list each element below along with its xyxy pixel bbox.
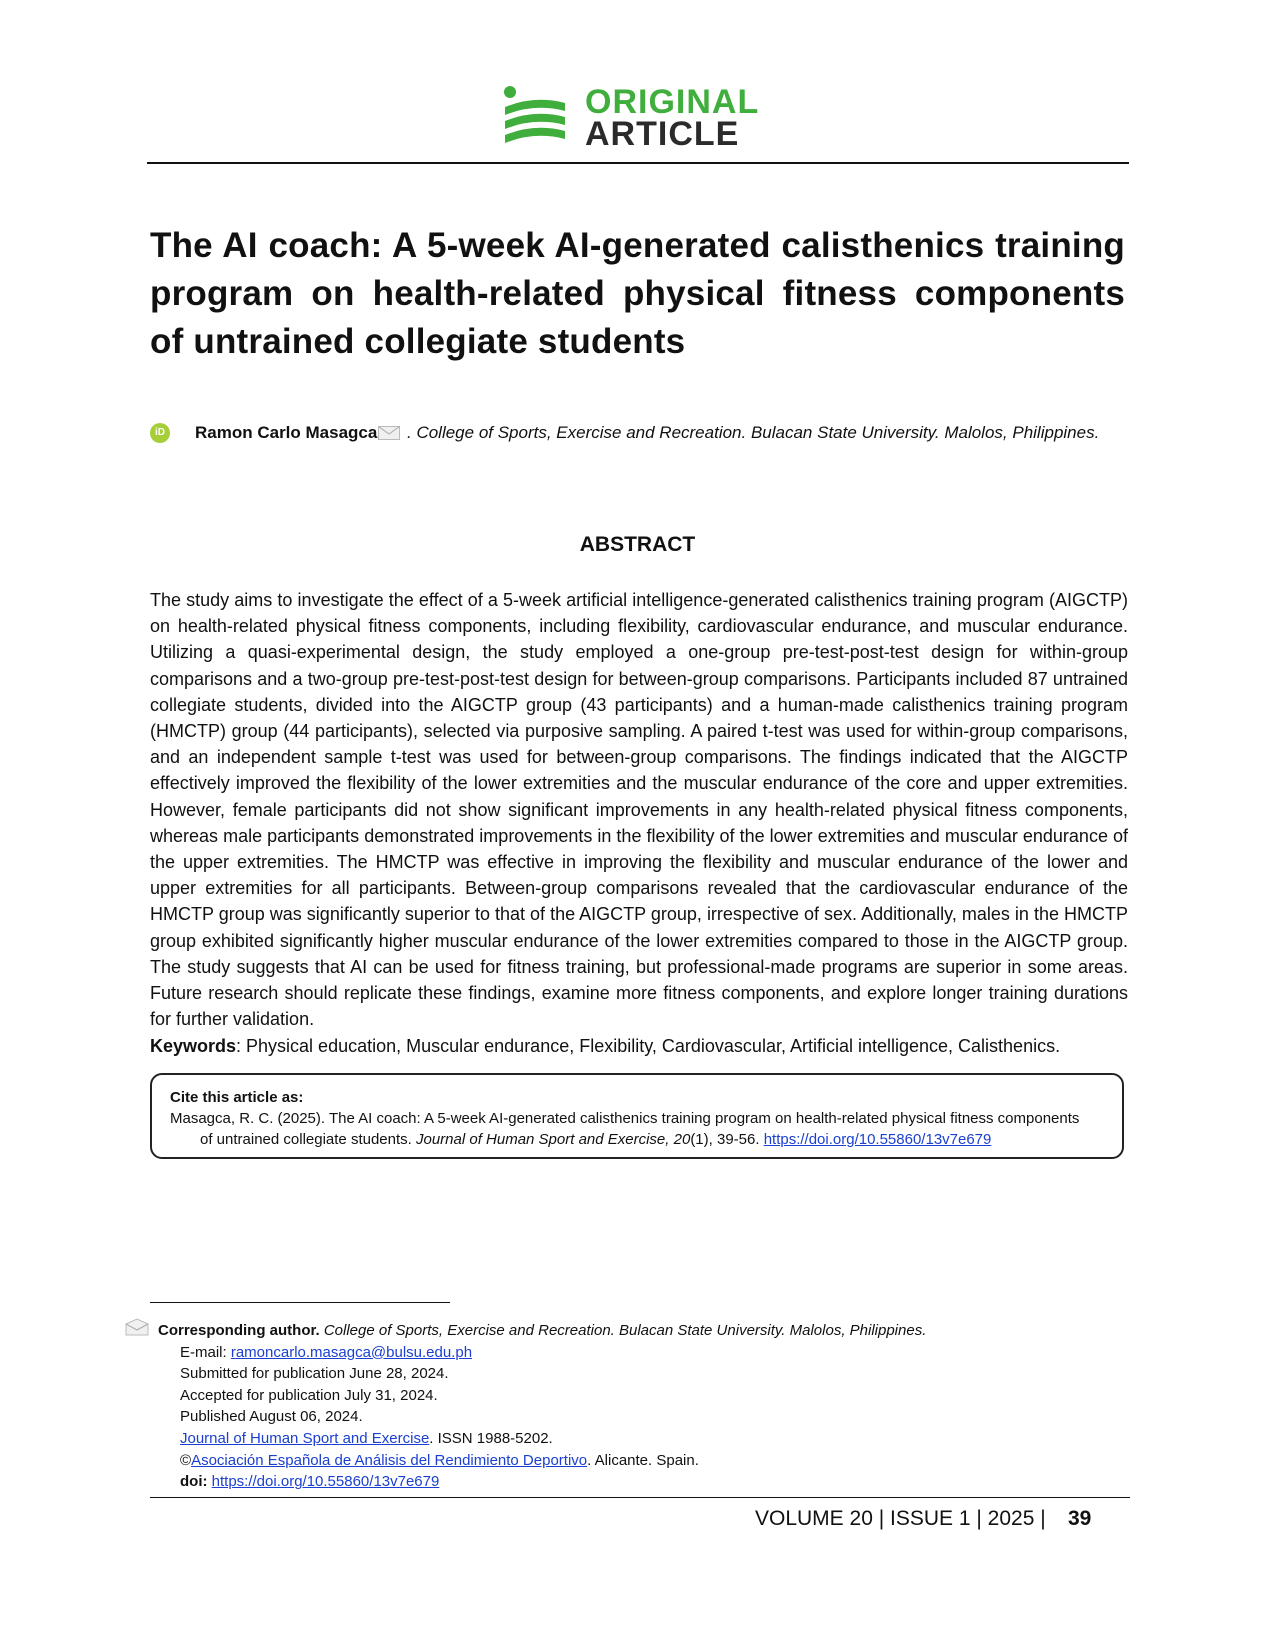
footnote bbox=[158, 1320, 926, 1493]
doi-link[interactable]: https://doi.org/10.55860/13v7e679 bbox=[211, 1473, 440, 1491]
accepted-date: Accepted for publication July 31, 2024. bbox=[180, 1386, 438, 1404]
logo-text-article: ARTICLE bbox=[585, 115, 740, 153]
location: . Alicante. Spain. bbox=[587, 1451, 699, 1469]
copyright-line bbox=[158, 1450, 926, 1472]
email-link[interactable]: ramoncarlo.masagca@bulsu.edu.ph bbox=[230, 1343, 473, 1361]
keywords-list: : Physical education, Muscular endurance, Flexibility, Cardiovascular, Artificial intelligence, Calisthenics. bbox=[236, 1036, 1061, 1056]
orcid-icon[interactable]: iD bbox=[150, 423, 170, 443]
page-number: 39 bbox=[1068, 1507, 1092, 1530]
published-date: Published August 06, 2024. bbox=[180, 1408, 363, 1426]
envelope-icon[interactable] bbox=[378, 426, 400, 440]
corresponding-label: Corresponding author. bbox=[158, 1322, 320, 1339]
submitted-date: Submitted for publication June 28, 2024. bbox=[180, 1365, 449, 1383]
corresponding-author bbox=[158, 1320, 926, 1342]
footer-divider bbox=[150, 1497, 1130, 1498]
keywords bbox=[150, 1034, 1128, 1058]
envelope-icon bbox=[125, 1318, 149, 1336]
journal-link[interactable]: Journal of Human Sport and Exercise bbox=[180, 1429, 430, 1447]
citation-line-1: Masagca, R. C. (2025). The AI coach: A 5-week AI-generated calisthenics training program on health-related physical fitness components bbox=[170, 1110, 1080, 1127]
header-divider bbox=[147, 162, 1129, 164]
citation-text: of untrained collegiate students. bbox=[200, 1131, 416, 1148]
email-line bbox=[158, 1342, 926, 1364]
citation-heading: Cite this article as: bbox=[170, 1089, 304, 1106]
doi-label: doi: bbox=[180, 1473, 212, 1491]
doi-line bbox=[158, 1471, 926, 1493]
author-affiliation: . College of Sports, Exercise and Recreation. Bulacan State University. Malolos, Philippines. bbox=[407, 423, 1100, 442]
citation-issue: (1), 39-56. bbox=[690, 1131, 764, 1148]
footnote-divider bbox=[150, 1302, 450, 1303]
author-name: Ramon Carlo Masagca bbox=[195, 423, 378, 442]
citation-line-2 bbox=[200, 1131, 991, 1148]
article-title: The AI coach: A 5-week AI-generated calisthenics training program on health-related physical fitness components of untrained collegiate students bbox=[150, 226, 1125, 361]
logo-text-original: ORIGINAL bbox=[585, 83, 760, 121]
abstract-body: The study aims to investigate the effect of a 5-week artificial intelligence-generated calisthenics training program (AIGCTP) on health-related physical fitness components, including flexibility, cardiovascular endurance, and muscular endurance. Utilizing a quasi-experimental design, the study employed a one-group pre-test-post-test design for within-group comparisons and a two-group pre-test-post-test design for between-group comparisons. Participants included 87 untrained collegiate students, divided into the AIGCTP group (43 participants) and a human-made calisthenics training program (HMCTP) group (44 participants), selected via purposive sampling. A paired t-test was used for within-group comparisons, and an independent sample t-test was used for between-group comparisons. The findings indicated that the AIGCTP effectively improved the flexibility of the lower extremities and the muscular endurance of the core and upper extremities. However, female participants did not show significant improvements in any health-related physical fitness components, whereas male participants demonstrated improvements in the flexibility of the lower extremities and muscular endurance of the upper extremities. The HMCTP was effective in improving the flexibility and muscular endurance of the lower and upper extremities for all participants. Between-group comparisons revealed that the cardiovascular endurance of the HMCTP group was significantly superior to that of the AIGCTP group, irrespective of sex. Additionally, males in the HMCTP group exhibited significantly higher muscular endurance of the lower extremities compared to those in the AIGCTP group. The study suggests that AI can be used for fitness training, but professional-made programs are superior in some areas. Future research should replicate these findings, examine more fitness components, and explore longer training durations for further validation. bbox=[150, 590, 1128, 1030]
journal-line bbox=[158, 1428, 926, 1450]
stripes-logo-icon bbox=[503, 85, 567, 147]
citation-box bbox=[150, 1073, 1124, 1159]
footer-volume: VOLUME 20 | ISSUE 1 | 2025 | bbox=[755, 1507, 1046, 1530]
corresponding-affiliation: College of Sports, Exercise and Recreation. Bulacan State University. Malolos, Philippines. bbox=[323, 1322, 927, 1339]
issn: . ISSN 1988-5202. bbox=[429, 1429, 553, 1447]
email-label: E-mail: bbox=[180, 1343, 231, 1361]
copyright-symbol: © bbox=[180, 1451, 192, 1469]
society-link[interactable]: Asociación Española de Análisis del Rendimiento Deportivo bbox=[191, 1451, 588, 1469]
abstract-heading: ABSTRACT bbox=[579, 533, 696, 556]
keywords-label: Keywords bbox=[150, 1036, 237, 1056]
citation-doi-link[interactable]: https://doi.org/10.55860/13v7e679 bbox=[763, 1131, 992, 1148]
citation-journal: Journal of Human Sport and Exercise, 20 bbox=[415, 1131, 691, 1148]
journal-logo bbox=[503, 85, 773, 155]
